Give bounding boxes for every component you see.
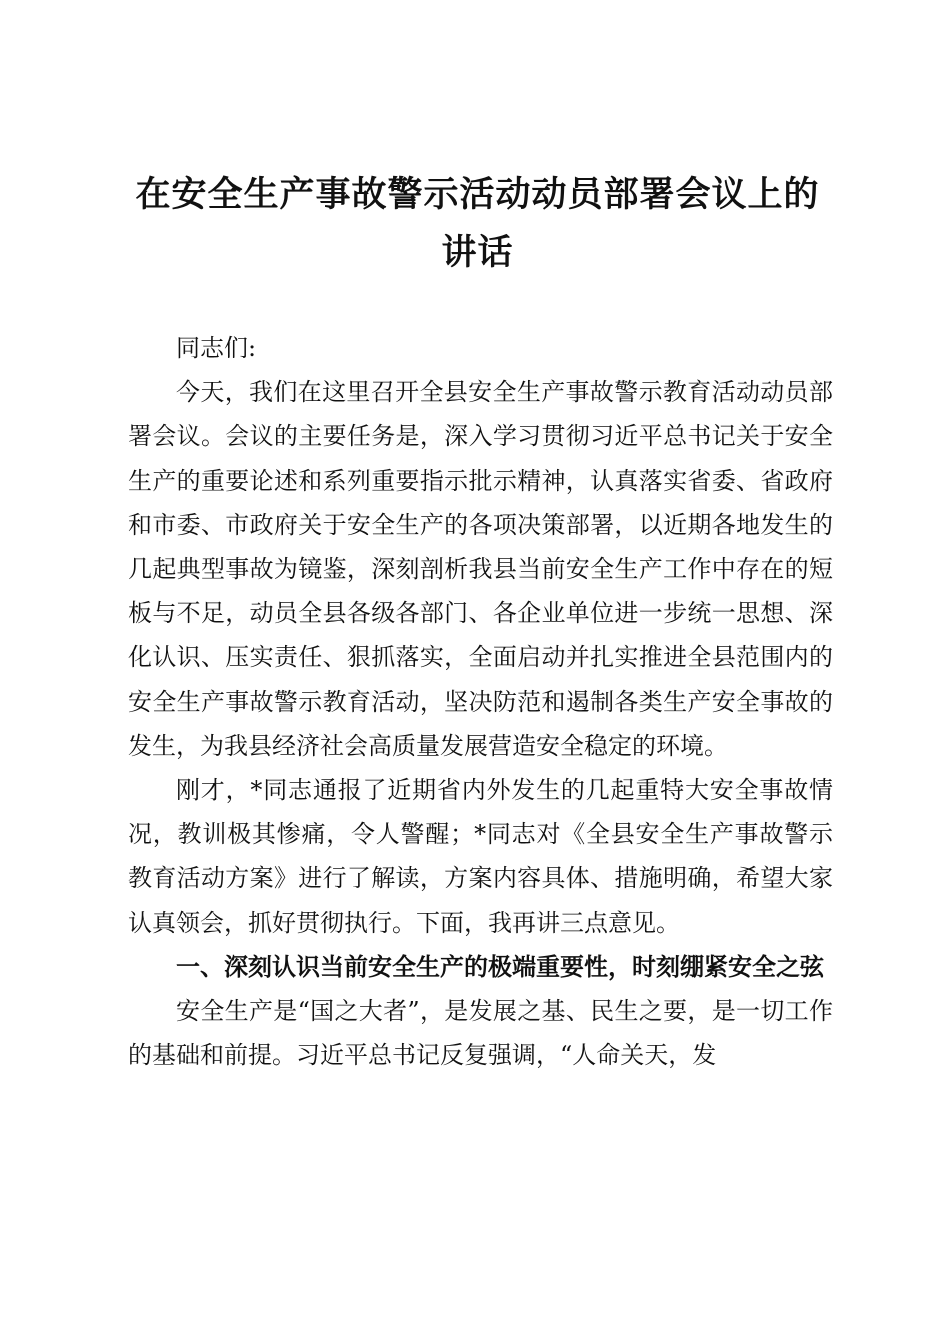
section-1-paragraph: 安全生产是“国之大者”，是发展之基、民生之要，是一切工作的基础和前提。习近平总书记反复强调，“人命关天，发: [128, 997, 833, 1070]
body-paragraph-1: 今天，我们在这里召开全县安全生产事故警示教育活动动员部署会议。会议的主要任务是，深入学习贯彻习近平总书记关于安全生产的重要论述和系列重要指示批示精神，认真落实省委、省政府和市委、市政府关于安全生产的各项决策部署，以近期各地发生的几起典型事故为镜鉴，深刻剖析我县当前安全生产工作中存在的短板与不足，动员全县各级各部门、各企业单位进一步统一思想、深化认识、压实责任、狠抓落实，全面启动并扎实推进全县范围内的安全生产事故警示教育活动，坚决防范和遏制各类生产安全事故的发生，为我县经济社会高质量发展营造安全稳定的环境。: [128, 378, 833, 760]
body-paragraph-2: 刚才，*同志通报了近期省内外发生的几起重特大安全事故情况，教训极其惨痛，令人警醒；*同志对《全县安全生产事故警示教育活动方案》进行了解读，方案内容具体、措施明确，希望大家认真领会，抓好贯彻执行。下面，我再讲三点意见。: [128, 776, 833, 937]
salutation: 同志们:: [176, 334, 257, 362]
section-heading-1: 一、深刻认识当前安全生产的极端重要性，时刻绷紧安全之弦: [176, 952, 824, 981]
document-body: [128, 326, 833, 1077]
document-title: 在安全生产事故警示活动动员部署会议上的讲话: [135, 175, 820, 273]
